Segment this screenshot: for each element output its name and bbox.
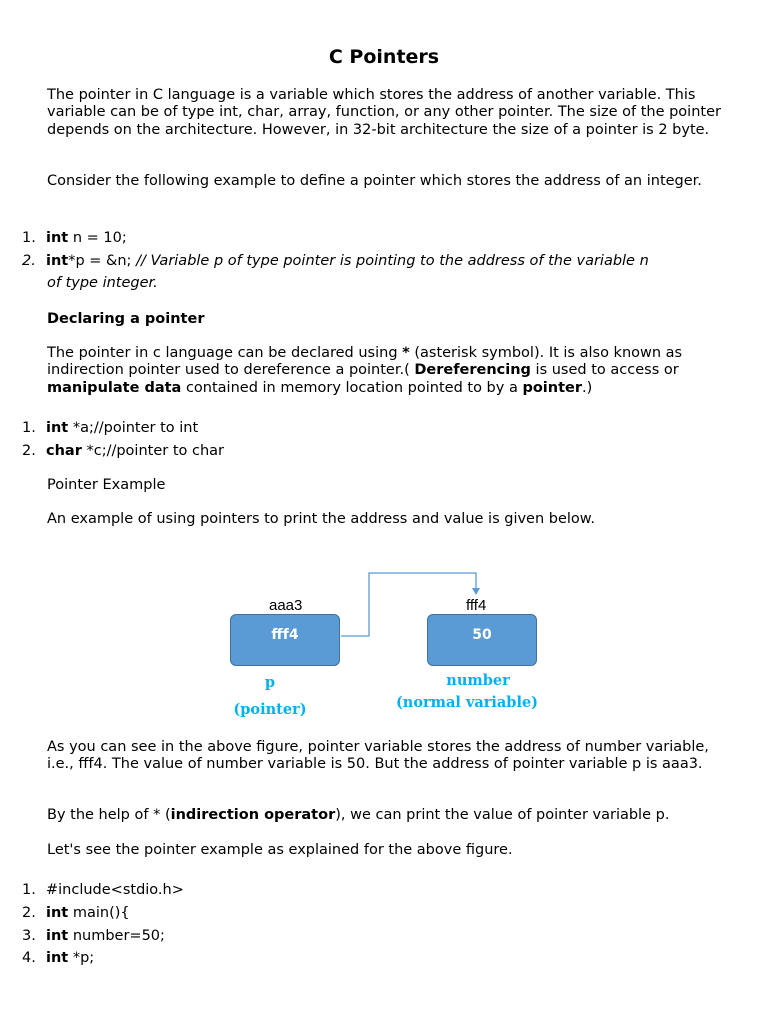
number-sublabel: (normal variable)	[395, 694, 539, 711]
keyword: int	[46, 230, 69, 246]
list-number: 1.	[22, 230, 36, 246]
keyword: char	[46, 443, 82, 459]
list-number: 3.	[22, 928, 36, 944]
list-number: 4.	[22, 950, 36, 966]
number-label: number	[446, 672, 510, 689]
list-number: 1.	[22, 420, 36, 436]
list-number: 1.	[22, 882, 36, 898]
example-description: An example of using pointers to print the address and value is given below.	[47, 511, 595, 527]
code-line	[22, 948, 722, 968]
list-number: 2.	[22, 253, 36, 269]
code-text: #include<stdio.h>	[46, 882, 184, 898]
consider-paragraph: Consider the following example to define a pointer which stores the address of an integer.	[47, 173, 702, 189]
list-item	[22, 441, 722, 461]
keyword: int	[46, 950, 69, 966]
code-text: number=50;	[68, 928, 165, 944]
list-item	[22, 418, 722, 438]
section-heading: Declaring a pointer	[47, 311, 205, 327]
code-line	[22, 926, 722, 946]
keyword: int	[46, 905, 69, 921]
code-comment-wrap: of type integer.	[47, 275, 158, 291]
pointer-address: aaa3	[269, 597, 303, 614]
pointer-diagram	[220, 560, 560, 730]
code-text: main(){	[68, 905, 130, 921]
pointer-label: p	[264, 674, 276, 691]
code-text: *a;//pointer to int	[68, 420, 199, 436]
code-text: *p = &n;	[68, 253, 137, 269]
after-figure-paragraph: As you can see in the above figure, pointer variable stores the address of number variable, i.e., fff4. The value of number variable is 50. But the address of pointer variable p is aaa3.	[47, 739, 709, 773]
lets-see-paragraph: Let's see the pointer example as explained for the above figure.	[47, 842, 513, 858]
page-title: C Pointers	[328, 46, 440, 68]
list-item	[22, 251, 722, 271]
pointer-example-label: Pointer Example	[47, 477, 166, 493]
number-address: fff4	[466, 597, 487, 614]
pointer-sublabel: (pointer)	[233, 701, 307, 718]
keyword: int	[46, 420, 69, 436]
code-text: n = 10;	[68, 230, 127, 246]
code-comment: // Variable p of type pointer is pointing to the address of the variable n	[136, 253, 649, 269]
code-line	[22, 880, 722, 900]
indirection-paragraph: By the help of * (indirection operator), we can print the value of pointer variable p.	[47, 807, 670, 823]
list-number: 2.	[22, 905, 36, 921]
keyword: int	[46, 928, 69, 944]
keyword: int	[46, 253, 69, 269]
list-item	[22, 228, 722, 248]
pointer-box: fff4	[230, 614, 340, 666]
list-number: 2.	[22, 443, 36, 459]
number-box: 50	[427, 614, 537, 666]
intro-paragraph: The pointer in C language is a variable which stores the address of another variable. This variable can be of type int, char, array, function, or any other pointer. The size of the pointer depends on the architecture. However, in 32-bit architecture the size of a pointer is 2 byte.	[47, 87, 721, 138]
code-text: *c;//pointer to char	[81, 443, 224, 459]
code-text: *p;	[68, 950, 95, 966]
declaring-paragraph: The pointer in c language can be declared using * (asterisk symbol). It is also known as indirection pointer used to dereference a pointer.( Dereferencing is used to access or manipulate data contained in memory location pointed to by a pointer.)	[47, 345, 683, 396]
code-line	[22, 903, 722, 923]
